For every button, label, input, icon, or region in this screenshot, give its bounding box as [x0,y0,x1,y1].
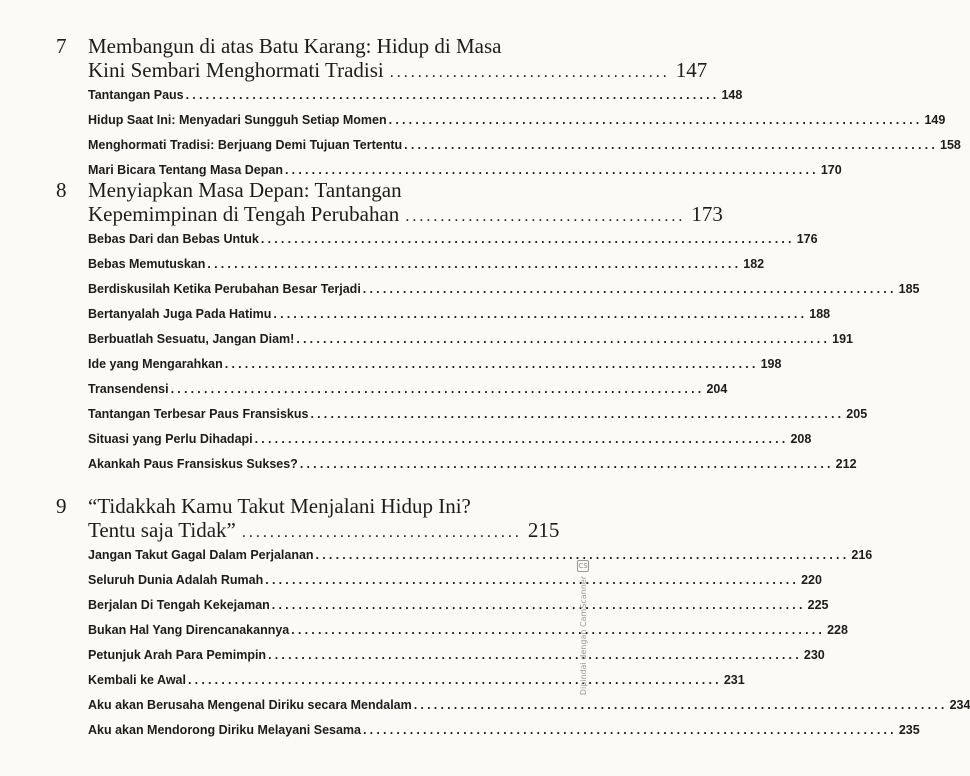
entry-title: Aku akan Berusaha Mengenal Diriku secara Mendalam [88,698,412,712]
entry-page: 208 [790,432,812,446]
chapter-title-line1: “Tidakkah Kamu Takut Menjalani Hidup Ini? [88,494,471,518]
entry-page: 235 [898,723,920,737]
entry-title: Tantangan Paus [88,88,184,102]
toc-entry[interactable] [88,332,854,357]
entry-page: 185 [898,282,920,296]
entry-title: Kembali ke Awal [88,673,186,687]
chapter-title-line2: Kepemimpinan di Tengah Perubahan [88,202,400,226]
entry-title: Berjalan Di Tengah Kekejaman [88,598,270,612]
entry-page: 228 [827,623,848,637]
toc-entry[interactable] [88,88,743,113]
entry-page: 220 [801,573,822,587]
toc-entry[interactable] [88,673,745,698]
entry-page: 170 [820,163,842,177]
toc-entry[interactable] [88,407,868,432]
chapter-7 [56,34,961,188]
entry-title: Bukan Hal Yang Direncanakannya [88,623,290,637]
chapter-title [88,34,708,82]
entry-page: 234 [949,698,970,712]
dot-leader: ........................................ [241,524,522,541]
entry-page: 231 [723,673,745,687]
dot-leader: ................................................................................ [413,698,948,712]
dot-leader: ................................................................................ [362,282,897,296]
chapter-page: 215 [527,518,560,542]
entry-title: Jangan Takut Gagal Dalam Perjalanan [88,548,314,562]
entry-title: Situasi yang Perlu Dihadapi [88,432,253,446]
entry-title: Berbuatlah Sesuatu, Jangan Diam! [88,332,295,346]
dot-leader: ................................................................................ [363,723,897,737]
entry-page: 230 [803,648,825,662]
dot-leader: ................................................................................ [273,307,808,321]
entry-title: Hidup Saat Ini: Menyadari Sungguh Setiap Momen [88,113,387,127]
entry-page: 212 [835,457,857,471]
entry-title: Tantangan Terbesar Paus Fransiskus [88,407,309,421]
chapter-title-line2: Tentu saja Tidak” [88,518,236,542]
toc-entry[interactable] [88,623,848,648]
watermark-text: Dipindai dengan CamScanner [578,576,588,696]
entry-title: Bertanyalah Juga Pada Hatimu [88,307,272,321]
entry-list [88,88,961,188]
toc-entry[interactable] [88,382,728,407]
toc-entry[interactable] [88,648,825,673]
entry-list [88,232,920,482]
toc-entry[interactable] [88,307,831,332]
entry-page: 148 [721,88,743,102]
dot-leader: ................................................................................ [296,332,831,346]
toc-entry[interactable] [88,573,822,598]
toc-entry[interactable] [88,357,782,382]
dot-leader: ........................................ [389,64,670,81]
chapter-page: 147 [675,58,708,82]
entry-title: Petunjuk Arah Para Pemimpin [88,648,267,662]
dot-leader: ................................................................................ [310,407,845,421]
entry-page: 176 [796,232,818,246]
toc-entry[interactable] [88,138,961,163]
dot-leader: ................................................................................ [404,138,938,152]
entry-page: 204 [706,382,728,396]
dot-leader: ................................................................................ [260,232,795,246]
dot-leader: ................................................................................ [268,648,802,662]
chapter-title [88,494,560,542]
entry-title: Berdiskusilah Ketika Perubahan Besar Terjadi [88,282,361,296]
chapter-number: 8 [56,178,67,202]
entry-page: 198 [760,357,782,371]
dot-leader: ................................................................................ [207,257,742,271]
chapter-number: 9 [56,494,67,518]
toc-entry[interactable] [88,432,812,457]
entry-title: Aku akan Mendorong Diriku Melayani Sesama [88,723,361,737]
entry-page: 205 [846,407,868,421]
dot-leader: ................................................................................ [265,573,800,587]
dot-leader: ................................................................................ [170,382,705,396]
entry-title: Bebas Memutuskan [88,257,206,271]
dot-leader: ................................................................................ [187,673,722,687]
chapter-title-line1: Membangun di atas Batu Karang: Hidup di Masa [88,34,502,58]
chapter-8 [56,178,920,482]
dot-leader: ................................................................................ [388,113,923,127]
entry-page: 182 [743,257,765,271]
toc-entry[interactable] [88,113,946,138]
dot-leader: ................................................................................ [254,432,789,446]
camscanner-icon: CS [578,562,588,570]
toc-entry[interactable] [88,723,920,748]
chapter-title [88,178,723,226]
dot-leader: ................................................................................ [271,598,806,612]
dot-leader: ................................................................................ [284,163,819,177]
entry-title: Bebas Dari dan Bebas Untuk [88,232,259,246]
dot-leader: ................................................................................ [299,457,834,471]
entry-page: 191 [832,332,854,346]
dot-leader: ................................................................................ [315,548,850,562]
entry-page: 188 [809,307,831,321]
toc-entry[interactable] [88,698,970,723]
entry-title: Mari Bicara Tentang Masa Depan [88,163,283,177]
chapter-title-line1: Menyiapkan Masa Depan: Tantangan [88,178,402,202]
dot-leader: ................................................................................ [185,88,720,102]
entry-title: Menghormati Tradisi: Berjuang Demi Tujuan Tertentu [88,138,403,152]
entry-page: 149 [924,113,946,127]
dot-leader: ........................................ [405,208,686,225]
chapter-page: 173 [691,202,723,226]
entry-title: Akankah Paus Fransiskus Sukses? [88,457,298,471]
entry-page: 225 [807,598,829,612]
dot-leader: ................................................................................ [291,623,826,637]
toc-entry[interactable] [88,457,857,482]
toc-entry[interactable] [88,598,829,623]
entry-title: Ide yang Mengarahkan [88,357,223,371]
toc-entry[interactable] [88,232,818,257]
entry-title: Seluruh Dunia Adalah Rumah [88,573,264,587]
entry-page: 216 [851,548,873,562]
chapter-number: 7 [56,34,67,58]
chapter-title-line2: Kini Sembari Menghormati Tradisi [88,58,384,82]
entry-page: 158 [940,138,961,152]
dot-leader: ................................................................................ [224,357,759,371]
scanner-watermark [576,560,590,760]
toc-entry[interactable] [88,257,765,282]
entry-title: Transendensi [88,382,169,396]
toc-entry[interactable] [88,282,920,307]
